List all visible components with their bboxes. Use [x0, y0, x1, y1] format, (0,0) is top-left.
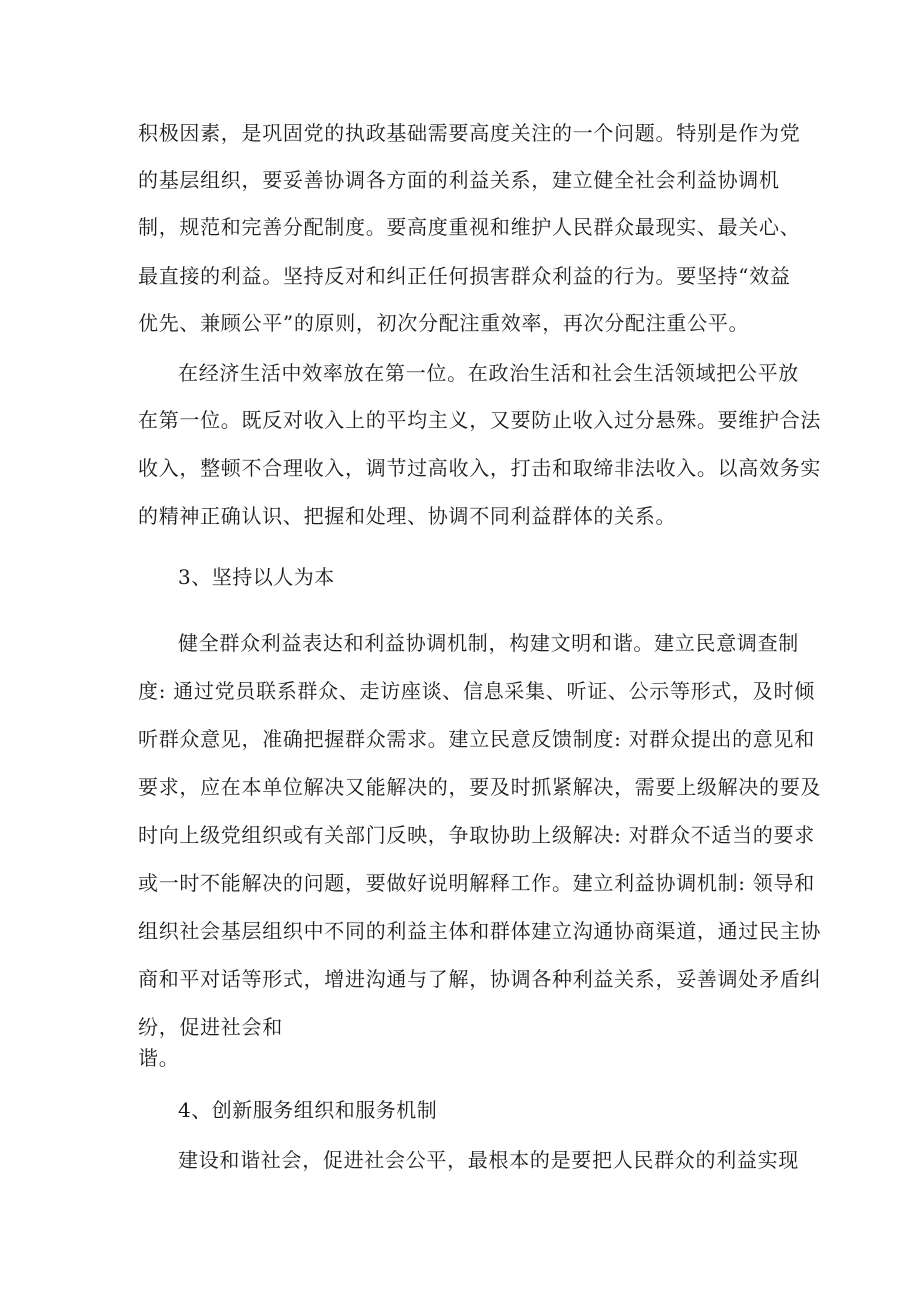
text-line: 的精神正确认识、把握和处理、协调不同利益群体的关系。 — [138, 504, 677, 528]
text-line: 最直接的利益。坚持反对和纠正任何损害群众利益的行为。要坚持“效益 — [138, 264, 791, 288]
text-line: 要求，应在本单位解决又能解决的，要及时抓紧解决，需要上级解决的要及 — [138, 775, 822, 799]
text-line: 组织社会基层组织中不同的利益主体和群体建立沟通协商渠道，通过民主协 — [138, 919, 822, 943]
text-line: 商和平对话等形式，增进沟通与了解，协调各种利益关系，妥善调处矛盾纠 — [138, 967, 822, 991]
text-line: 制，规范和完善分配制度。要高度重视和维护人民群众最现实、最关心、 — [138, 215, 801, 239]
text-line: 健全群众利益表达和利益协调机制，构建文明和谐。建立民意调查制 — [178, 631, 799, 655]
section-heading: 4、创新服务组织和服务机制 — [178, 1098, 438, 1122]
text-line: 在第一位。既反对收入上的平均主义，又要防止收入过分悬殊。要维护合法 — [138, 408, 822, 432]
text-line: 听群众意见，准确把握群众需求。建立民意反馈制度: 对群众提出的意见和 — [138, 727, 815, 751]
text-line: 优先、兼顾公平”的原则，初次分配注重效率，再次分配注重公平。 — [138, 311, 750, 335]
text-line: 时向上级党组织或有关部门反映，争取协助上级解决: 对群众不适当的要求 — [138, 823, 815, 847]
section-heading: 3、坚持以人为本 — [178, 565, 335, 589]
text-line: 在经济生活中效率放在第一位。在政治生活和社会生活领域把公平放 — [178, 361, 799, 385]
text-line: 或一时不能解决的问题，要做好说明解释工作。建立利益协调机制: 领导和 — [138, 871, 815, 895]
text-line: 建设和谐社会，促进社会公平，最根本的是要把人民群众的利益实现 — [178, 1148, 799, 1172]
text-line: 收入，整顿不合理收入，调节过高收入，打击和取缔非法收入。以高效务实 — [138, 456, 822, 480]
text-line: 度: 通过党员联系群众、走访座谈、信息采集、听证、公示等形式，及时倾 — [138, 679, 815, 703]
text-line: 积极因素，是巩固党的执政基础需要高度关注的一个问题。特别是作为党 — [138, 121, 801, 145]
text-line: 纷，促进社会和 — [138, 1015, 283, 1039]
text-line: 的基层组织，要妥善协调各方面的利益关系，建立健全社会利益协调机 — [138, 168, 780, 192]
text-line: 谐。 — [138, 1046, 180, 1070]
